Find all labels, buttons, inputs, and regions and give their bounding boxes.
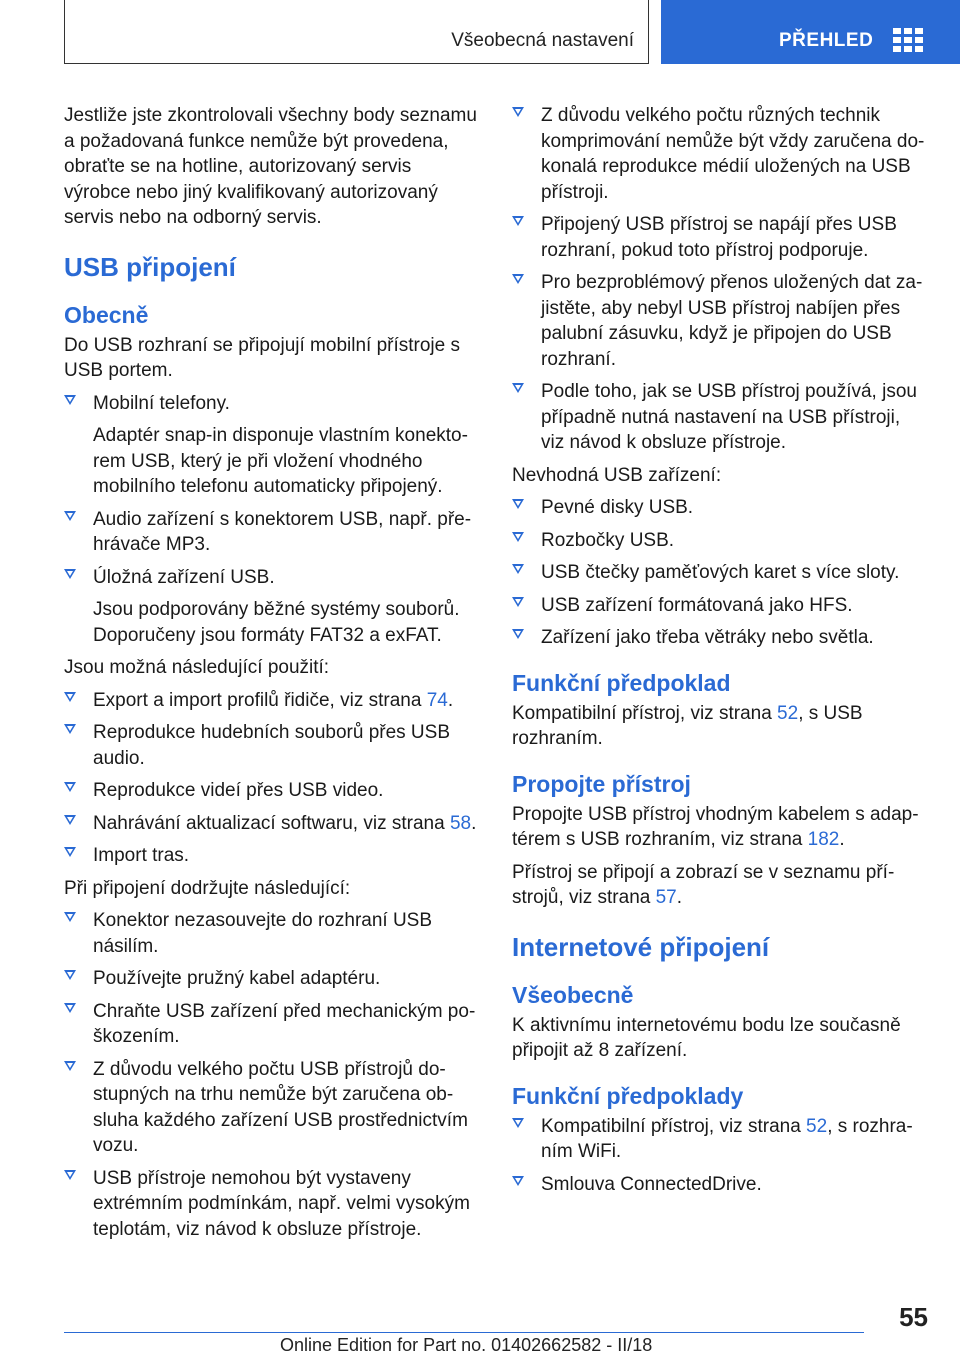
intro-paragraph: Jestliže jste zkontrolovali všechny body seznamu a požadovaná funkce nemůže být provedena, obraťte se na hotline, autorizovaný servis výrobce nebo jiný kvalifikovaný autorizovaný servis nebo na odborný servis.: [64, 105, 477, 228]
list-item: Z důvodu velkého počtu různých technik komprimování nemůže být vždy zaručena dokonalá reprodukce médií uložených na USB přístroji.: [512, 103, 926, 205]
list-item-sub: Jsou podporovány běžné systémy souborů. Doporučeny jsou formáty FAT32 a exFAT.: [93, 599, 460, 646]
list-item: Smlouva ConnectedDrive.: [512, 1172, 926, 1198]
list-item: Připojený USB přístroj se napájí přes USB rozhraní, pokud toto přístroj podporuje.: [512, 212, 926, 263]
triangle-bullet-icon: [64, 511, 76, 521]
right-column: [512, 103, 926, 1204]
page-link-52[interactable]: 52: [777, 702, 799, 724]
list-item: Rozbočky USB.: [512, 528, 926, 554]
list-item: Mobilní telefony.: [64, 391, 478, 417]
list-item: Pevné disky USB.: [512, 495, 926, 521]
triangle-bullet-icon: [512, 216, 524, 226]
page-link-74[interactable]: 74: [426, 689, 448, 711]
list-item: Import tras.: [64, 843, 478, 869]
page-link-58[interactable]: 58: [449, 812, 472, 834]
grid-icon: [893, 28, 923, 52]
list-item: Nahrávání aktualizací softwaru, viz strana 58.: [64, 811, 478, 837]
connect-text: Propojte USB přístroj vhodným kabelem s adaptérem s USB rozhraním, viz strana 182.: [512, 803, 919, 850]
list-item: Používejte pružný kabel adaptéru.: [64, 966, 478, 992]
heading-connect: Propojte přístroj: [512, 770, 691, 797]
page-number: 55: [899, 1302, 928, 1332]
page-link-52b[interactable]: 52: [806, 1115, 828, 1137]
list-item: USB přístroje nemohou být vystaveny extrémním podmínkám, např. velmi vysokým teplotám, viz návod k obsluze přístroje.: [64, 1166, 478, 1243]
triangle-bullet-icon: [64, 1061, 76, 1071]
heading-internet: Internetové připojení: [512, 931, 770, 962]
list-item: Z důvodu velkého počtu USB přístrojů dostupných na trhu nemůže být zaručena obsluha každého zařízení USB prostřednictvím vozu.: [64, 1057, 478, 1159]
triangle-bullet-icon: [512, 1176, 524, 1186]
overview-tab-label: PŘEHLED: [779, 30, 874, 51]
general-text: Do USB rozhraní se připojují mobilní přístroje s USB portem.: [64, 334, 460, 381]
triangle-bullet-icon: [64, 1170, 76, 1180]
triangle-bullet-icon: [64, 569, 76, 579]
requirement-text: Kompatibilní přístroj, viz strana 52, s USB rozhraním.: [512, 702, 863, 749]
triangle-bullet-icon: [64, 782, 76, 792]
list-item: Reprodukce videí přes USB video.: [64, 778, 478, 804]
shown-text: Přístroj se připojí a zobrazí se v seznamu přístrojů, viz strana 57.: [512, 861, 895, 908]
left-column: [64, 103, 478, 1249]
list-item: Konektor nezasouvejte do rozhraní USB násilím.: [64, 908, 478, 959]
page-link-57[interactable]: 57: [655, 887, 677, 908]
triangle-bullet-icon: [64, 912, 76, 922]
section-title: Všeobecná nastavení: [451, 30, 634, 51]
list-item: Audio zařízení s konektorem USB, např. přehrávače MP3.: [64, 507, 478, 558]
footer-edition: Online Edition for Part no. 01402662582 - II/18: [280, 1335, 653, 1355]
triangle-bullet-icon: [64, 692, 76, 702]
list-item: Podle toho, jak se USB přístroj používá, jsou případně nutná nastavení na USB přístroji, viz návod k obsluze přístroje.: [512, 379, 926, 456]
overview-tab[interactable]: [661, 0, 960, 64]
triangle-bullet-icon: [512, 1118, 524, 1128]
list-item: Kompatibilní přístroj, viz strana 52, s rozhraním WiFi.: [512, 1114, 926, 1165]
triangle-bullet-icon: [64, 395, 76, 405]
triangle-bullet-icon: [512, 274, 524, 284]
triangle-bullet-icon: [512, 629, 524, 639]
triangle-bullet-icon: [512, 564, 524, 574]
triangle-bullet-icon: [512, 107, 524, 117]
page-link-182[interactable]: 182: [807, 829, 840, 850]
list-item: Export a import profilů řidiče, viz strana 74.: [64, 688, 478, 714]
triangle-bullet-icon: [512, 499, 524, 509]
list-item: Chraňte USB zařízení před mechanickým poškozením.: [64, 999, 478, 1050]
heading-usb: USB připojení: [64, 251, 236, 282]
triangle-bullet-icon: [64, 1003, 76, 1013]
triangle-bullet-icon: [64, 970, 76, 980]
triangle-bullet-icon: [64, 847, 76, 857]
notes-label: Při připojení dodržujte následující:: [64, 877, 351, 899]
triangle-bullet-icon: [64, 815, 76, 825]
heading-general: Obecně: [64, 301, 149, 328]
list-item: Reprodukce hudebních souborů přes USB audio.: [64, 720, 478, 771]
heading-general-2: Všeobecně: [512, 981, 634, 1008]
triangle-bullet-icon: [512, 383, 524, 393]
uses-label: Jsou možná následující použití:: [64, 657, 330, 678]
general2-text: K aktivnímu internetovému bodu lze současně připojit až 8 zařízení.: [512, 1014, 901, 1061]
list-item: USB zařízení formátovaná jako HFS.: [512, 593, 926, 619]
heading-requirements: Funkční předpoklady: [512, 1082, 744, 1109]
list-item: USB čtečky paměťových karet s více sloty.: [512, 560, 926, 586]
triangle-bullet-icon: [512, 597, 524, 607]
list-item: Zařízení jako třeba větráky nebo světla.: [512, 625, 926, 651]
heading-requirement: Funkční předpoklad: [512, 669, 731, 696]
unsuitable-label: Nevhodná USB zařízení:: [512, 464, 722, 486]
triangle-bullet-icon: [64, 724, 76, 734]
list-item: Úložná zařízení USB.: [64, 565, 478, 591]
list-item: Pro bezproblémový přenos uložených dat zajistěte, aby nebyl USB přístroj nabíjen přes palubní zásuvku, když je připojen do USB rozhraní.: [512, 270, 926, 372]
header-section-box: [64, 0, 649, 64]
footer-divider: [64, 1332, 864, 1333]
triangle-bullet-icon: [512, 532, 524, 542]
list-item-sub: Adaptér snap-in disponuje vlastním konektorem USB, který je při vložení vhodného mobilního telefonu automaticky připojený.: [93, 425, 468, 497]
